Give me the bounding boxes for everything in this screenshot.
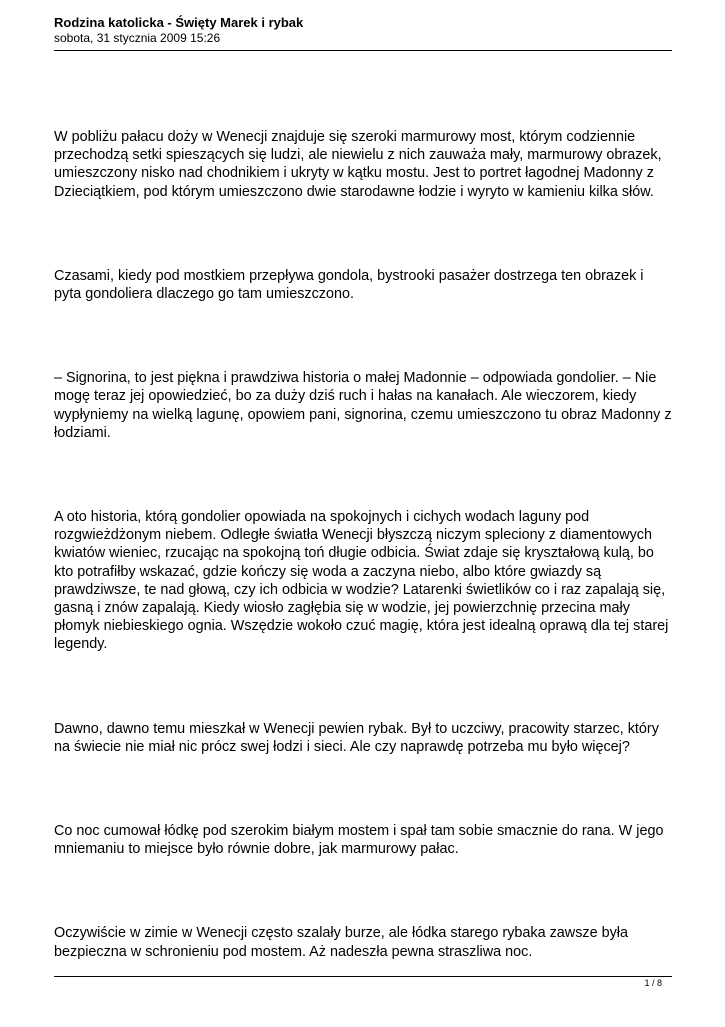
document-title: Rodzina katolicka - Święty Marek i rybak: [54, 15, 304, 30]
footer-divider: [54, 976, 672, 977]
paragraph-4: A oto historia, którą gondolier opowiada na spokojnych i cichych wodach laguny pod rozgwieżdżonym niebem. Odległe światła Wenecji błyszczą niczym spleciony z diamentowych kwiatów wieniec, rzucając na spokojną toń długie odbicia. Świat zdaje się kryształową kulą, bo kto potrafiłby wskazać, gdzie kończy się woda a zaczyna niebo, albo które gwiazdy są prawdziwsze, te nad głową, czy ich odbicia w wodzie? Latarenki świetlików co i raz zapalają się, gasną i znów zapalają. Kiedy wiosło zagłębia się w wodzie, jej powierzchnię przecina mały płomyk niebieskiego ognia. Wszędzie wokoło czuć magię, która jest idealną oprawą dla tej starej legendy.: [54, 509, 669, 653]
paragraph-6: Co noc cumował łódkę pod szerokim białym mostem i spał tam sobie smacznie do rana. W jego mniemaniu to miejsce było równie dobre, jak marmurowy pałac.: [54, 823, 664, 858]
page-header: [54, 14, 672, 46]
paragraph-2: Czasami, kiedy pod mostkiem przepływa gondola, bystrooki pasażer dostrzega ten obrazek i pyta gondoliera dlaczego go tam umieszczono.: [54, 267, 644, 303]
paragraph-1: W pobliżu pałacu doży w Wenecji znajduje się szeroki marmurowy most, którym codziennie przechodzą setki spieszących się ludzi, ale niewielu z nich zauważa mały, marmurowy obrazek, umieszczony nisko nad chodnikiem i ukryty w kątku mostu. Jest to portret łagodnej Madonny z Dzieciątkiem, pod którym umieszczono dwie starodawne łodzie i wyryto w kamieniu kilka słów.: [54, 129, 662, 200]
paragraph-5: Dawno, dawno temu mieszkał w Wenecji pewien rybak. Był to uczciwy, pracowity starzec, który na świecie nie miał nic prócz swej łodzi i sieci. Ale czy naprawdę potrzeba mu było więcej?: [54, 720, 659, 755]
article-body: [54, 128, 672, 1027]
paragraph-3: – Signorina, to jest piękna i prawdziwa historia o małej Madonnie – odpowiada gondolier. – Nie mogę teraz jej opowiedzieć, bo za duży dziś ruch i hałas na kanałach. Ale wieczorem, kiedy wypłyniemy na wielką lagunę, opowiem pani, signorina, czemu umieszczono tu obraz Madonny z łodziami.: [54, 370, 672, 441]
header-divider: [54, 50, 672, 51]
paragraph-7: Oczywiście w zimie w Wenecji często szalały burze, ale łódka starego rybaka zawsze była bezpieczna w schronieniu pod mostem. Aż nadeszła pewna straszliwa noc.: [54, 925, 628, 960]
document-date: sobota, 31 stycznia 2009 15:26: [54, 31, 221, 45]
page-number: 1 / 8: [644, 978, 662, 988]
